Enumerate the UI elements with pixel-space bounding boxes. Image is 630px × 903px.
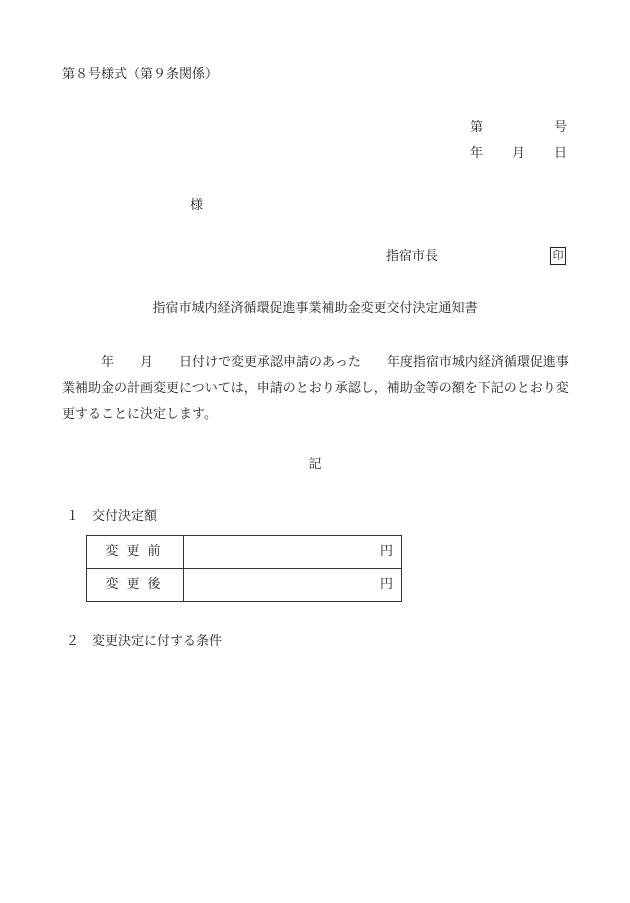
section-2-heading: ２ 変更決定に付する条件 — [66, 634, 223, 649]
section-1-heading: １ 交付決定額 — [66, 509, 158, 524]
date-year: 年 — [470, 146, 484, 161]
row-label-before: 変更前 — [87, 536, 184, 569]
date-day: 日 — [554, 146, 568, 161]
notice-body: 年 月 日付けで変更承認申請のあった 年度指宿市城内経済循環促進事業補助金の計画変更については，申請のとおり承認し，補助金等の額を下記のとおり変更することに決定します。 — [62, 355, 569, 422]
table-row — [87, 569, 402, 602]
seal-mark: 印 — [550, 247, 566, 265]
row-value-before: 円 — [184, 536, 402, 569]
form-number: 第８号様式（第９条関係） — [62, 67, 219, 82]
document-title: 指宿市城内経済循環促進事業補助金変更交付決定通知書 — [152, 301, 478, 316]
row-label-after: 変更後 — [87, 569, 184, 602]
date-month: 月 — [512, 146, 526, 161]
addressee-suffix: 様 — [190, 198, 204, 213]
ki-heading: 記 — [308, 457, 322, 472]
doc-number-suffix: 号 — [554, 120, 568, 135]
table-row — [87, 536, 402, 569]
row-value-after: 円 — [184, 569, 402, 602]
doc-number-prefix: 第 — [470, 120, 484, 135]
amount-table — [86, 535, 402, 602]
issuer-name: 指宿市長 — [386, 249, 439, 264]
